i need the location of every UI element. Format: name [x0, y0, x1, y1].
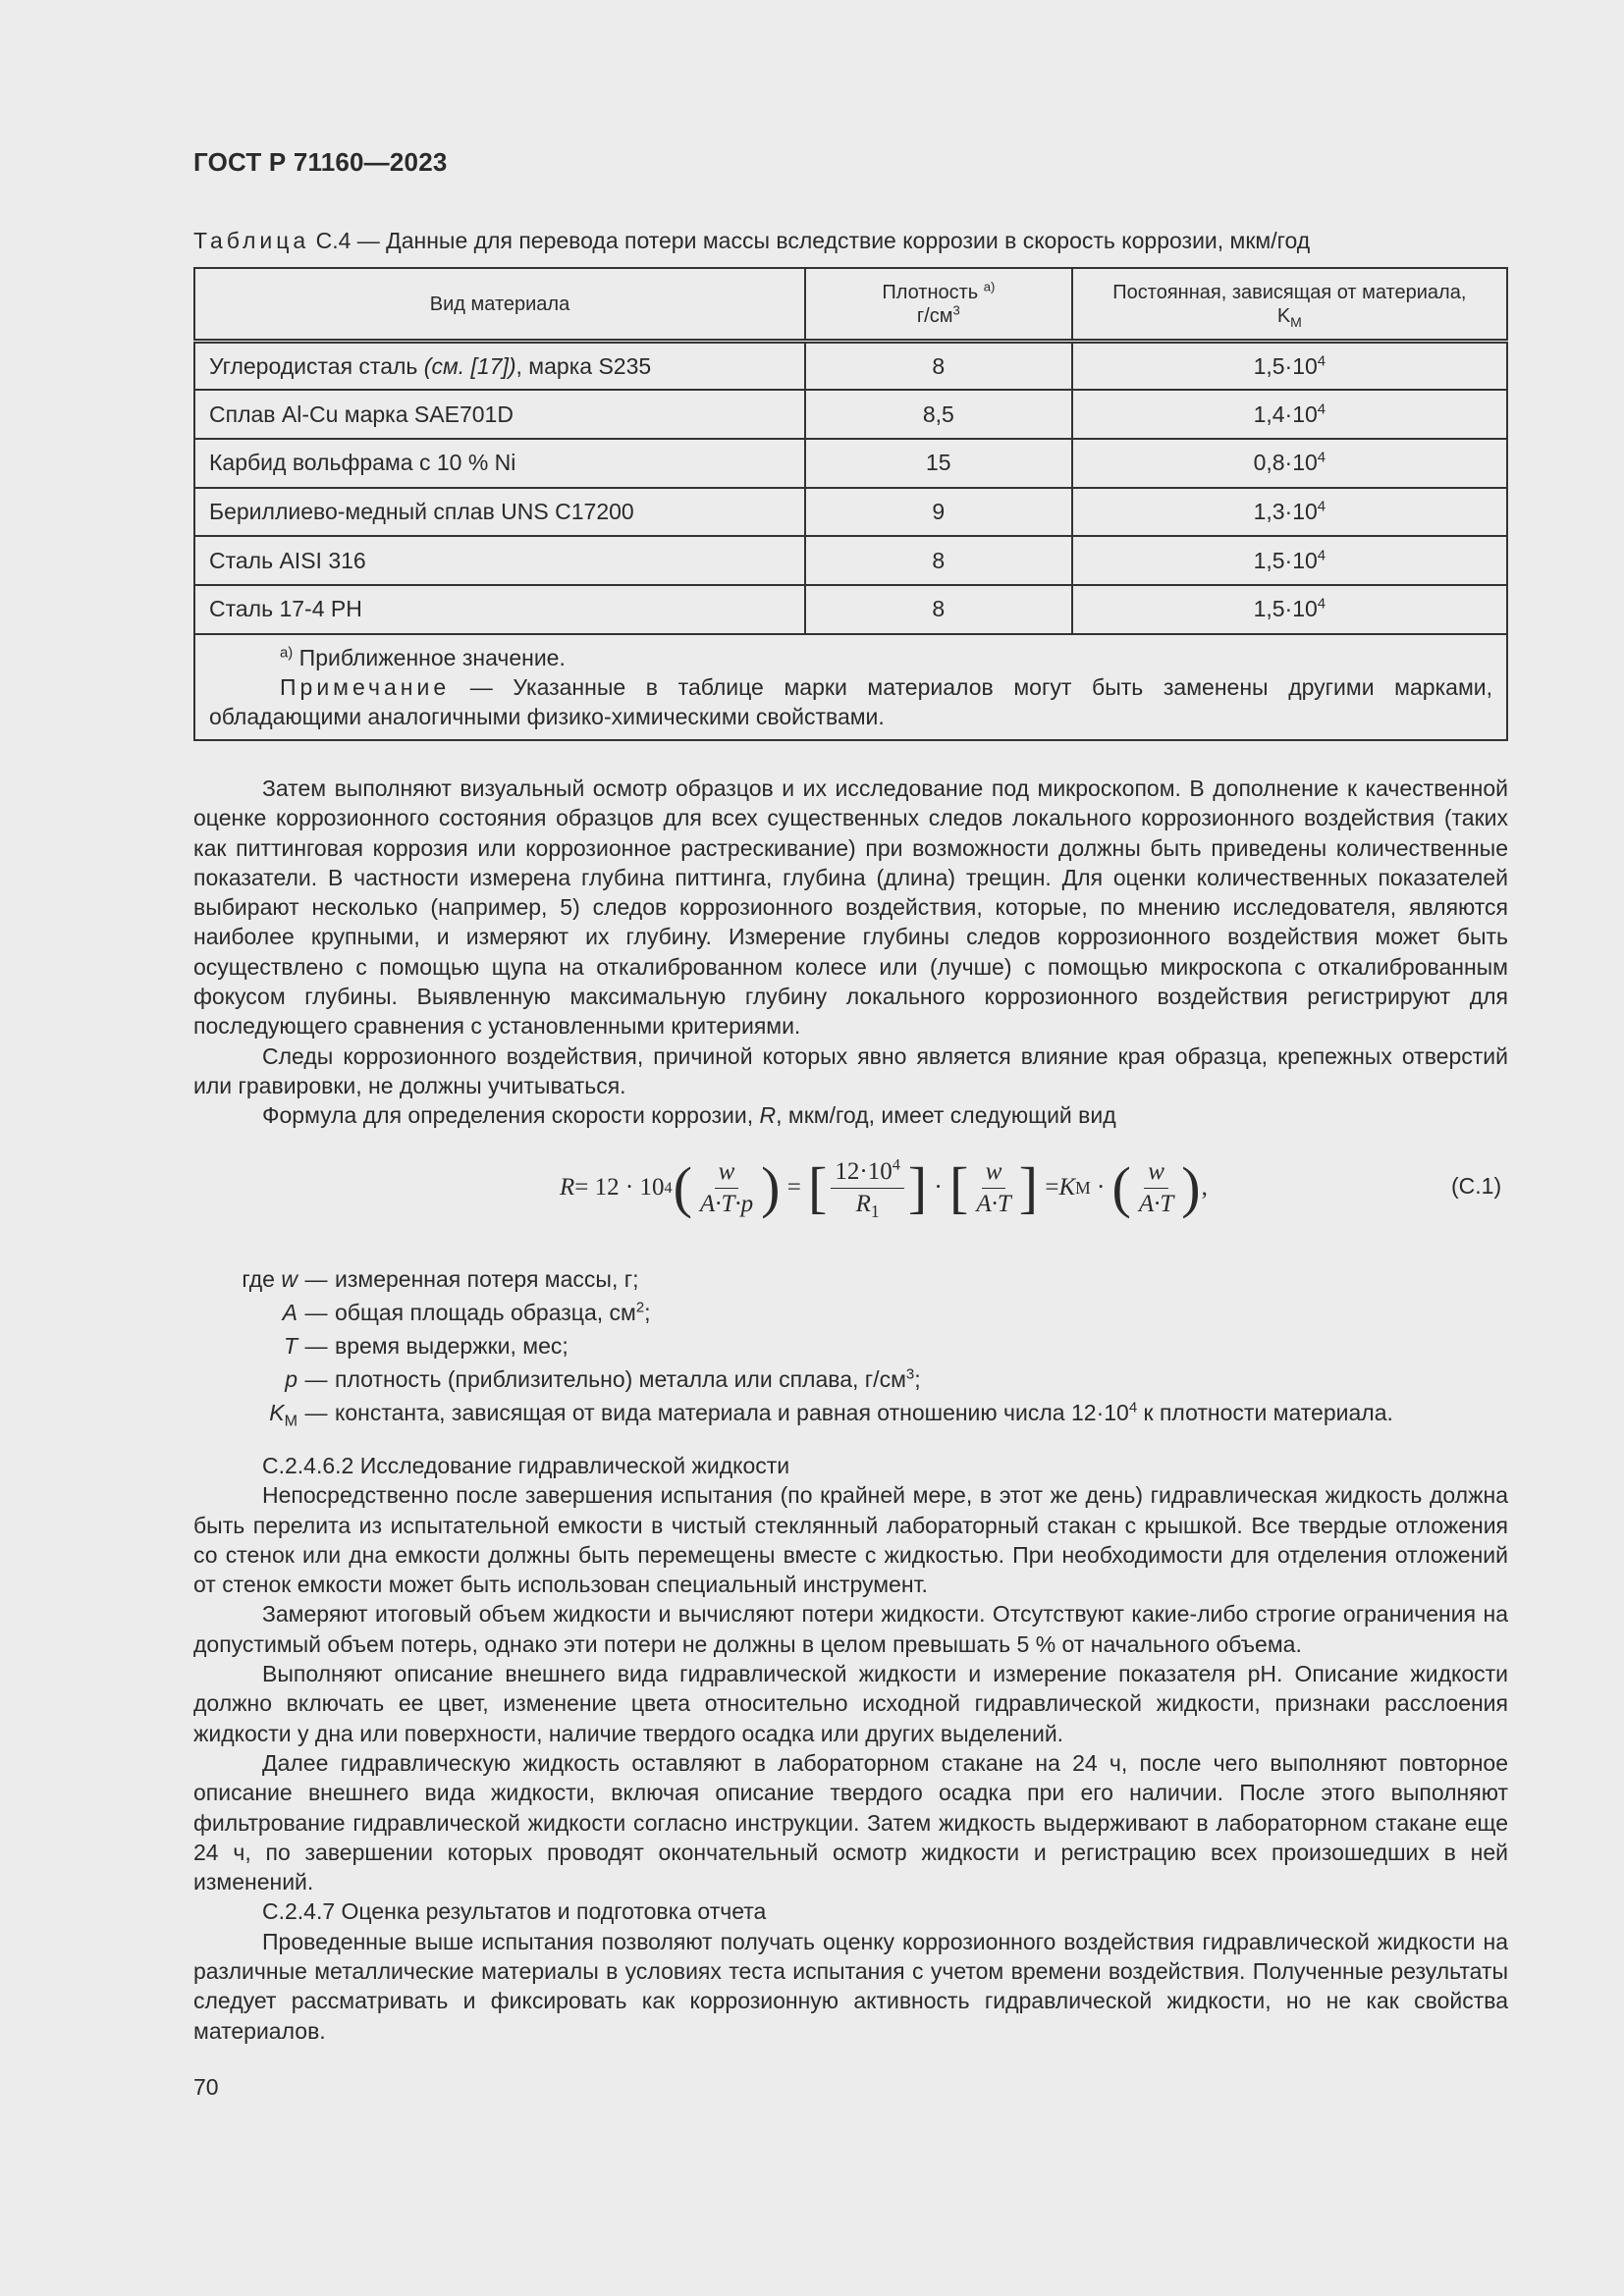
- paragraph: Следы коррозионного воздействия, причиной которых явно является влияние края образца, крепежных отверстий или гравировки, не должны учитываться.: [193, 1042, 1508, 1098]
- table-footnote: $^{а)}$ Приближенное значение.: [280, 643, 566, 670]
- paragraph: Непосредственно после завершения испытания (по крайней мере, в этот же день) гидравлическая жидкость должна быть перелита из испытательной емкости в чистый стеклянный лабораторный стакан с крышкой. Все твердые отложения со стенок или дна емкости должны быть перемещены вместе с жидкостью. При необходимости для отделения отложений от стенок емкости может быть использован специальный инструмент.: [193, 1482, 1508, 1598]
- table-row: [194, 488, 1507, 537]
- table-note: Примечание — Указанные в таблице марки материалов могут быть заменены другими марками, обладающими аналогичными физико-химическими свойствами.: [209, 673, 1492, 729]
- cell-constant: $1,3\cdot 10^4$: [1072, 488, 1507, 537]
- cell-material: Сталь AISI 316: [194, 536, 805, 585]
- document-header: ГОСТ Р 71160—2023: [193, 147, 448, 177]
- table-row: [194, 536, 1507, 585]
- table-caption-text: С.4 — Данные для перевода потери массы вследствие коррозии в скорость коррозии, мкм/год: [309, 228, 1311, 253]
- table-header-row: [194, 268, 1507, 342]
- cell-density: 8: [805, 536, 1072, 585]
- cell-material: Сталь 17-4 PH: [194, 585, 805, 634]
- cell-constant: $0,8\cdot 10^4$: [1072, 439, 1507, 488]
- table-caption-word: Таблица: [193, 228, 310, 253]
- table-caption: [193, 228, 1509, 254]
- corrosion-rate-formula: R = 12 · 10 4 ( $\frac{w}{A\cdot T\cdot p}$ ) = [ $\frac{12\cdot 10^4}{R_1}$ ] · [ $\frac{w}{A\cdot T}$ ] = K M · ( $\frac{w}{A\cdot T}$ ) ,: [560, 1155, 1208, 1221]
- definition-row: T — время выдержки, мес;: [283, 1333, 568, 1359]
- table-row: [194, 439, 1507, 488]
- cell-material: Сплав Al-Cu марка SAE701D: [194, 390, 805, 439]
- conversion-table: [193, 267, 1508, 741]
- cell-material: Карбид вольфрама с 10 % Ni: [194, 439, 805, 488]
- table-row: [194, 390, 1507, 439]
- header-density: Плотность $^{а)}$ $г/см^3$: [805, 268, 1072, 342]
- definition-row: p — плотность (приблизительно) металла или сплава, $г/см^3$;: [285, 1365, 921, 1392]
- cell-constant: $1,5\cdot 10^4$: [1072, 585, 1507, 634]
- paragraph: Замеряют итоговый объем жидкости и вычисляют потери жидкости. Отсутствуют какие-либо строгие ограничения на допустимый объем потерь, однако эти потери не должны в целом превышать 5 % от начального объема.: [193, 1601, 1508, 1657]
- table-row: [194, 342, 1507, 391]
- section-title: С.2.4.6.2 Исследование гидравлической жидкости: [262, 1453, 790, 1478]
- definition-row: A — общая площадь образца, $см^2$;: [282, 1299, 651, 1325]
- table-note-row: [194, 634, 1507, 740]
- symbol-definitions: [196, 1262, 1512, 1429]
- cell-density: 8,5: [805, 390, 1072, 439]
- paragraph: Проведенные выше испытания позволяют получать оценку коррозионного воздействия гидравлической жидкости на различные металлические материалы в условиях теста испытания с учетом времени воздействия. Полученные результаты следует рассматривать и фиксировать как коррозионную активность гидравлической жидкости, но не как свойства материалов.: [193, 1928, 1508, 2044]
- cell-constant: $1,4\cdot 10^4$: [1072, 390, 1507, 439]
- table-note-cell: [194, 634, 1507, 740]
- section-text: [193, 1451, 1508, 2046]
- cell-constant: $1,5\cdot 10^4$: [1072, 342, 1507, 391]
- paragraph: Формула для определения скорости коррозии, R, мкм/год, имеет следующий вид: [262, 1102, 1116, 1129]
- definition-row: $K_M$ — константа, зависящая от вида материала и равная отношению числа $12\cdot 10^4$ к плотности материала.: [269, 1399, 1393, 1430]
- cell-density: 9: [805, 488, 1072, 537]
- body-text: [193, 774, 1508, 1131]
- cell-material: Бериллиево-медный сплав UNS C17200: [194, 488, 805, 537]
- equation-number: (С.1): [1451, 1173, 1502, 1199]
- cell-density: 15: [805, 439, 1072, 488]
- paragraph: Далее гидравлическую жидкость оставляют в лабораторном стакане на 24 ч, после чего выполняют повторное описание внешнего вида жидкости, включая описание твердого осадка при его наличии. После этого выполняют фильтрование гидравлической жидкости согласно инструкции. Затем жидкость выдерживают в лабораторном стакане еще 24 ч, по завершении которых проводят окончательный осмотр жидкости и регистрацию всех произошедших в ней изменений.: [193, 1749, 1508, 1896]
- paragraph: Затем выполняют визуальный осмотр образцов и их исследование под микроскопом. В дополнение к качественной оценке коррозионного состояния образцов для всех существенных следов локального коррозионного воздействия (таких как питтинговая коррозия или коррозионное растрескивание) при возможности должны быть приведены количественные показатели. В частности измерена глубина питтинга, глубина (длина) трещин. Для оценки количественных показателей выбирают несколько (например, 5) следов коррозионного воздействия, которые, по мнению исследователя, являются наиболее крупными, и измеряют их глубину. Измерение глубины следов коррозионного воздействия может быть осуществлено с помощью щупа на откалиброванном колесе или (лучше) с помощью микроскопа с откалиброванным фокусом глубины. Выявленную максимальную глубину локального коррозионного воздействия регистрируют для последующего сравнения с установленными критериями.: [193, 775, 1508, 1040]
- paragraph: Выполняют описание внешнего вида гидравлической жидкости и измерение показателя pH. Описание жидкости должно включать ее цвет, изменение цвета относительно исходной гидравлической жидкости, признаки расслоения жидкости у дна или поверхности, наличие твердого осадка или других выделений.: [193, 1661, 1508, 1746]
- cell-material: Углеродистая сталь (см. [17]), марка S235: [194, 342, 805, 391]
- table-row: [194, 585, 1507, 634]
- cell-density: 8: [805, 342, 1072, 391]
- header-material: Вид материала: [194, 268, 805, 342]
- section-title: С.2.4.7 Оценка результатов и подготовка отчета: [262, 1898, 767, 1925]
- definition-row: где w — измеренная потеря массы, г;: [242, 1266, 639, 1292]
- header-constant: Постоянная, зависящая от материала, $K_M$: [1072, 268, 1507, 342]
- cell-density: 8: [805, 585, 1072, 634]
- page-number: 70: [193, 2074, 219, 2100]
- cell-constant: $1,5\cdot 10^4$: [1072, 536, 1507, 585]
